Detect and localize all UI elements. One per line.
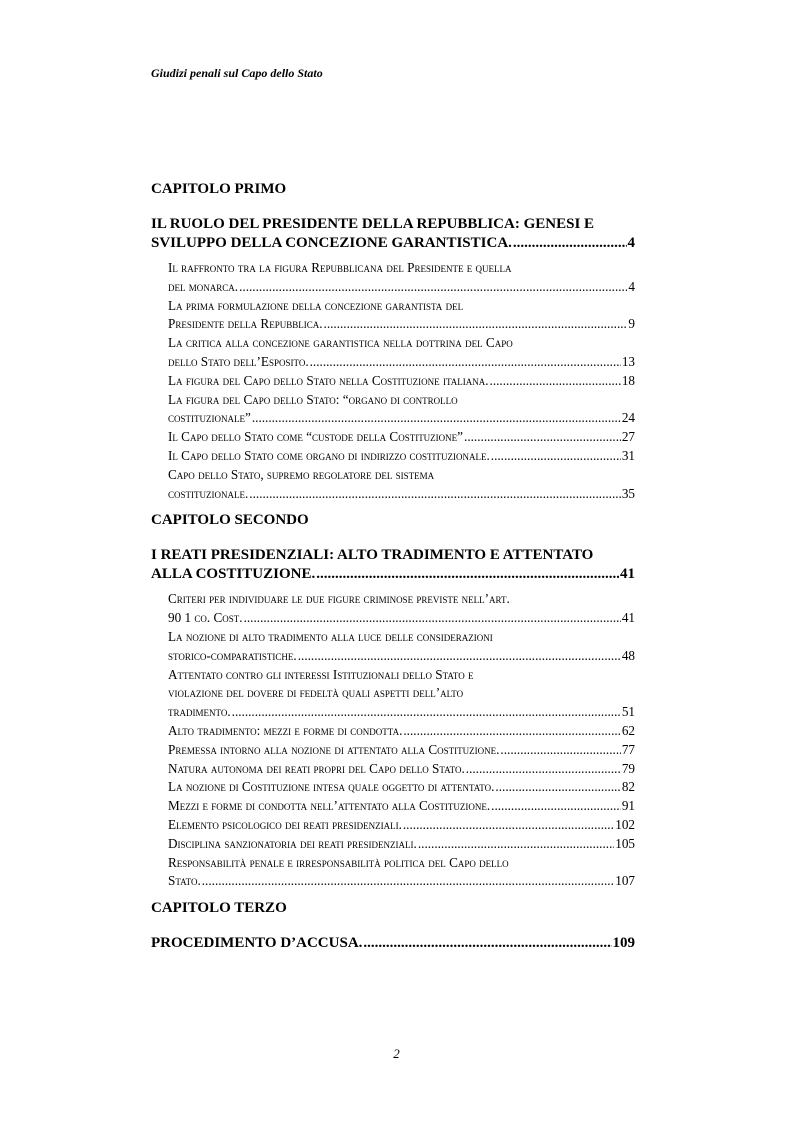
entry-text: La figura del Capo dello Stato nella Costituzione italiana.	[168, 372, 489, 388]
entry-text: Attentato contro gli interessi Istituzionali dello Stato e	[168, 666, 474, 682]
entry-text: Presidente della Repubblica.	[168, 316, 323, 332]
entry-page-number: 51	[621, 704, 635, 720]
entry-text: tradimento.	[168, 704, 231, 720]
section-list	[151, 259, 635, 503]
dot-leader	[324, 315, 628, 334]
entry-text: La prima formulazione della concezione garantista del	[168, 297, 464, 313]
entry-text: del monarca.	[168, 278, 239, 294]
dot-leader	[249, 485, 621, 504]
chapter-label: CAPITOLO SECONDO	[151, 512, 309, 529]
entry-page-number: 31	[621, 447, 635, 463]
toc-entry[interactable]	[168, 778, 635, 797]
entry-text: Responsabilità penale e irresponsabilità politica del Capo dello	[168, 854, 509, 870]
toc-entry[interactable]	[168, 259, 635, 297]
chapter-page-number: 41	[620, 566, 635, 583]
dot-leader	[202, 872, 614, 891]
chapter-2	[151, 511, 635, 891]
dot-leader	[491, 447, 621, 466]
dot-leader	[298, 647, 621, 666]
toc-entry[interactable]	[168, 722, 635, 741]
toc-entry[interactable]	[168, 816, 635, 835]
toc-entry[interactable]	[168, 741, 635, 760]
entry-text: Il Capo dello Stato come organo di indirizzo costituzionale.	[168, 447, 490, 463]
chapter-title-line: SVILUPPO DELLA CONCEZIONE GARANTISTICA.	[151, 235, 512, 251]
chapter-1	[151, 180, 635, 503]
toc-entry[interactable]	[168, 372, 635, 391]
entry-page-number: 91	[621, 798, 635, 814]
entry-text: costituzionale”	[168, 410, 251, 426]
chapter-title-line: IL RUOLO DEL PRESIDENTE DELLA REPUBBLICA: GENESI E	[151, 216, 595, 232]
entry-page-number: 13	[621, 353, 635, 369]
toc-entry[interactable]	[168, 447, 635, 466]
chapter-title-line: PROCEDIMENTO D’ACCUSA.	[151, 935, 363, 952]
running-header: Giudizi penali sul Capo dello Stato	[151, 66, 323, 80]
toc-entry[interactable]	[168, 835, 635, 854]
chapter-title[interactable]	[151, 934, 635, 953]
toc-entry[interactable]	[168, 297, 635, 335]
dot-leader	[244, 609, 621, 628]
entry-page-number: 18	[621, 372, 635, 388]
entry-text: costituzionale.	[168, 485, 249, 501]
dot-leader	[232, 703, 621, 722]
entry-text: Natura autonoma dei reati propri del Capo dello Stato.	[168, 760, 465, 776]
toc-entry[interactable]	[168, 590, 635, 628]
dot-leader	[466, 760, 621, 779]
toc-entry[interactable]	[168, 666, 635, 722]
entry-page-number: 82	[621, 779, 635, 795]
entry-text: dello Stato dell’Esposito.	[168, 353, 309, 369]
dot-leader	[310, 353, 621, 372]
entry-text: Il raffronto tra la figura Repubblicana del Presidente e quella	[168, 260, 512, 275]
toc-entry[interactable]	[168, 428, 635, 447]
chapter-page-number: 4	[627, 235, 635, 251]
dot-leader	[239, 278, 627, 297]
chapter-title-line: I REATI PRESIDENZIALI: ALTO TRADIMENTO E ATTENTATO	[151, 547, 594, 564]
dot-leader	[403, 722, 620, 741]
chapter-label: CAPITOLO TERZO	[151, 900, 287, 917]
entry-text: Il Capo dello Stato come “custode della Costituzione”	[168, 429, 464, 445]
entry-page-number: 79	[621, 760, 635, 776]
entry-page-number: 105	[615, 835, 635, 851]
entry-page-number: 107	[615, 873, 635, 889]
entry-text: Capo dello Stato, supremo regolatore del sistema	[168, 466, 435, 482]
entry-text: Criteri per individuare le due figure criminose previste nell’art.	[168, 591, 510, 607]
toc-entry[interactable]	[168, 466, 635, 504]
entry-text: Alto tradimento: mezzi e forme di condotta.	[168, 722, 403, 738]
entry-text: La figura del Capo dello Stato: “organo di controllo	[168, 391, 458, 407]
entry-text: La critica alla concezione garantistica nella dottrina del Capo	[168, 335, 513, 351]
entry-text: Premessa intorno alla nozione di attentato alla Costituzione.	[168, 741, 500, 757]
entry-text: Stato.	[168, 873, 201, 889]
table-of-contents	[151, 180, 635, 953]
entry-text: 90 1 co. Cost.	[168, 610, 243, 626]
entry-text: Elemento psicologico dei reati presidenziali.	[168, 816, 402, 832]
entry-page-number: 24	[621, 410, 635, 426]
toc-entry[interactable]	[168, 797, 635, 816]
chapter-page-number: 109	[612, 935, 635, 952]
toc-entry[interactable]	[168, 854, 635, 892]
entry-page-number: 48	[621, 647, 635, 663]
dot-leader	[316, 565, 619, 584]
dot-leader	[490, 372, 621, 391]
entry-text: La nozione di alto tradimento alla luce delle considerazioni	[168, 628, 493, 644]
toc-entry[interactable]	[168, 391, 635, 429]
dot-leader	[495, 778, 620, 797]
chapter-label: CAPITOLO PRIMO	[151, 181, 287, 197]
toc-entry[interactable]	[168, 628, 635, 666]
entry-page-number: 77	[621, 741, 635, 757]
dot-leader	[513, 234, 627, 253]
entry-page-number: 9	[628, 316, 635, 332]
dot-leader	[418, 835, 614, 854]
chapter-3	[151, 899, 635, 953]
entry-page-number: 4	[628, 278, 635, 294]
toc-entry[interactable]	[168, 334, 635, 372]
section-list	[151, 590, 635, 891]
entry-page-number: 35	[621, 485, 635, 501]
dot-leader	[403, 816, 614, 835]
chapter-title-line: ALLA COSTITUZIONE.	[151, 566, 316, 583]
entry-page-number: 102	[615, 816, 635, 832]
entry-text: violazione del dovere di fedeltà quali aspetti dell’alto	[168, 685, 464, 701]
entry-text: Mezzi e forme di condotta nell’attentato alla Costituzione.	[168, 798, 491, 814]
entry-page-number: 27	[621, 429, 635, 445]
page-number: 2	[393, 1046, 400, 1061]
dot-leader	[363, 934, 611, 953]
dot-leader	[500, 741, 620, 760]
dot-leader	[491, 797, 621, 816]
dot-leader	[464, 428, 621, 447]
entry-page-number: 62	[621, 722, 635, 738]
toc-entry[interactable]	[168, 760, 635, 779]
chapter-title[interactable]	[151, 215, 635, 253]
entry-page-number: 41	[621, 610, 635, 626]
entry-text: storico-comparatistiche.	[168, 647, 297, 663]
chapter-title[interactable]	[151, 546, 635, 584]
entry-text: La nozione di Costituzione intesa quale oggetto di attentato.	[168, 779, 495, 795]
dot-leader	[252, 409, 621, 428]
entry-text: Disciplina sanzionatoria dei reati presidenziali.	[168, 835, 417, 851]
